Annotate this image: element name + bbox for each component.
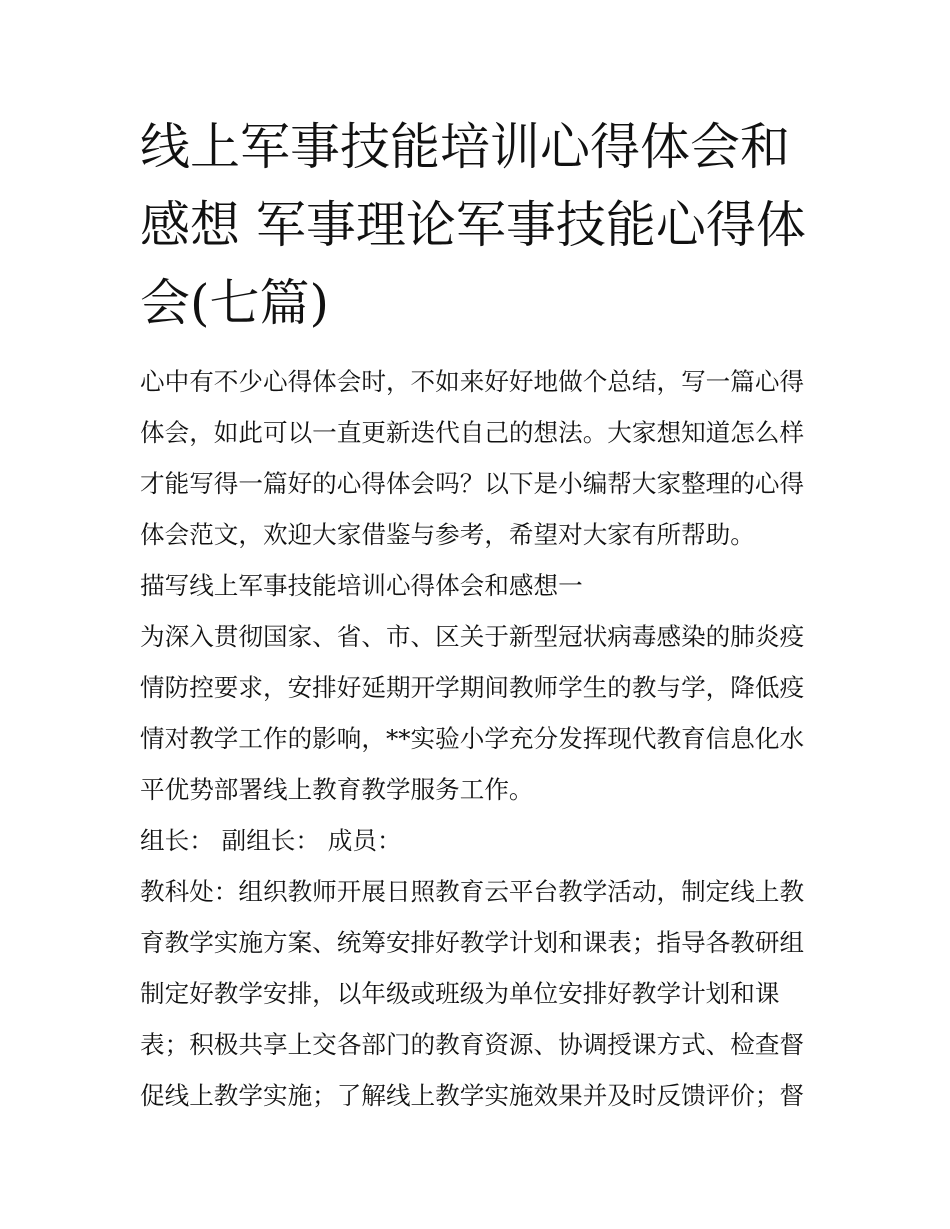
- text-line: 为深入贯彻国家、省、市、区关于新型冠状病毒感染的肺炎疫: [140, 622, 805, 651]
- text-line: 教科处：组织教师开展日照教育云平台教学活动，制定线上教: [140, 877, 805, 906]
- text-line: 平优势部署线上教育教学服务工作。: [140, 775, 534, 804]
- text-line: 才能写得一篇好的心得体会吗？以下是小编帮大家整理的心得: [140, 469, 805, 498]
- text-line: 体会，如此可以一直更新迭代自己的想法。大家想知道怎么样: [140, 418, 805, 447]
- intro-paragraph: [140, 356, 830, 560]
- paragraph-1: [140, 611, 830, 815]
- text-line: 情对教学工作的影响，**实验小学充分发挥现代教育信息化水: [140, 724, 805, 753]
- text-line: 体会范文，欢迎大家借鉴与参考，希望对大家有所帮助。: [140, 520, 755, 549]
- title-line: 会(七篇): [140, 274, 330, 332]
- text-line: 心中有不少心得体会时，不如来好好地做个总结，写一篇心得: [140, 367, 805, 396]
- text-line: 制定好教学安排，以年级或班级为单位安排好教学计划和课: [140, 979, 780, 1008]
- section-heading: 描写线上军事技能培训心得体会和感想一: [140, 571, 583, 600]
- title-line: 感想 军事理论军事技能心得体: [140, 196, 806, 254]
- roles-line: 组长： 副组长： 成员：: [140, 826, 402, 855]
- text-line: 情防控要求，安排好延期开学期间教师学生的教与学，降低疫: [140, 673, 805, 702]
- document-title: [140, 108, 830, 342]
- text-line: 促线上教学实施；了解线上教学实施效果并及时反馈评价；督: [140, 1081, 805, 1110]
- text-line: 表；积极共享上交各部门的教育资源、协调授课方式、检查督: [140, 1030, 805, 1059]
- title-line: 线上军事技能培训心得体会和: [140, 118, 790, 176]
- text-line: 育教学实施方案、统筹安排好教学计划和课表；指导各教研组: [140, 928, 805, 957]
- document-body: [140, 356, 830, 1121]
- paragraph-2: [140, 866, 830, 1121]
